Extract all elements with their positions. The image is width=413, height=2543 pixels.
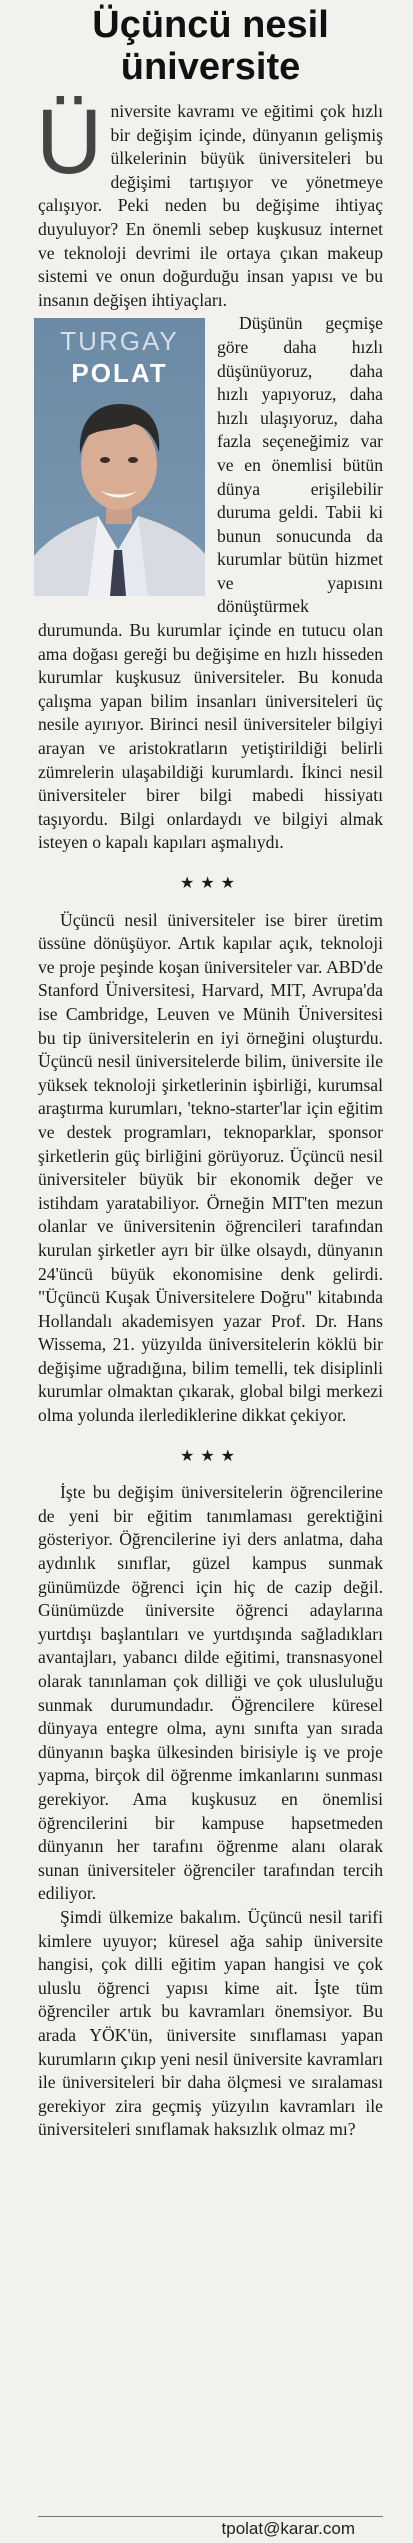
paragraph-1-text: niversite kavramı ve eğitimi çok hızlı bir değişim içinde, dünyanın gelişmiş ülkelerinin büyük üniversiteleri bu değişimi tartışıyor ve yönetmeye çalışıyor. Peki neden bu değişime ihtiyaç duyuluyor? En önemli sebep kuşkusuz internet ve teknoloji devrimi ile ortaya çıkan makeup sistemi ve onun doğurduğu insan yapısı ve bu insanın değişen ihtiyaçları. (38, 101, 383, 310)
author-photo (34, 318, 205, 596)
author-email: tpolat@karar.com (221, 2519, 355, 2538)
paragraph-3: Üçüncü nesil üniversiteler ise birer üretim üssüne dönüşüyor. Artık kapılar açık, teknoloji ve proje peşinde koşan üniversiteler var. ABD'de Stanford Üniversitesi, Harvard, MIT, Avrupa'da ise Cambridge, Leuven ve Münih Üniversitesi bu tip üniversitelerin en iyi örneğini oluşturdu. Üçüncü nesil üniversitelerde bilim, üniversite ile yüksek teknoloji şirketlerinin işbirliği, kurumsal araştırma kurumları, 'tekno-starter'lar için eğitim ve destek programları, teknoparklar, sponsor şirketlerin güç birliğini görüyoruz. Üçüncü nesil üniversiteler büyük bir ekonomik değer ve istihdam yaratabiliyor. Örneğin MIT'ten mezun olanlar ve üniversitenin öğrencileri tarafından kurulan şirketler ayrı bir ülke olsaydı, dünyanın 24'üncü büyük ekonomisine denk gelirdi. "Üçüncü Kuşak Üniversitelere Doğru" kitabında Hollandalı akademisyen yazar Prof. Dr. Hans Wissema, 21. yüzyılda üniversitelerin köklü bir değişime uğradığına, bilim temelli, tek disiplinli kurumlar olmaktan çıkarak, global bilgi merkezi olma yolunda ilerlediklerine dikkat çekiyor. (38, 909, 383, 1426)
paragraph-5: Şimdi ülkemize bakalım. Üçüncü nesil tarifi kimlere uyuyor; küresel ağa sahip üniversite hangisi, çok dilli eğitim yapan hangisi ve çok uluslu öğrenci yapısı kime ait. İşte tüm öğrenciler artık bu kavramları önemsiyor. Bu arada YÖK'ün, üniversite sınıflaması yapan kurumların çıkıp yeni nesil üniversite kavramları ile üniversiteleri bir daha ölçmesi ve sıralaması gerekiyor zira geçmiş yüzyılın kavramları ile üniversiteleri sınıflamak haksızlık olmaz mı? (38, 1906, 383, 2140)
author-first-name: TURGAY (60, 326, 179, 357)
section-separator-2: ★★★ (179, 1445, 242, 1465)
paragraph-1 (36, 91, 383, 312)
paragraph-4: İşte bu değişim üniversitelerin öğrencilerine de yeni bir eğitim tanımlaması gerektiğini gösteriyor. Öğrencilerine iyi ders anlatma, daha aydınlık sınıflar, güzel kampus sunmak günümüzde öğrenci için hiç de cazip değil. Günümüzde üniversite öğrenci adaylarına yurtdışı başlantıları ve yurtdışında sağladıkları avantajları, yabancı dilde eğitimi, transnasyonel olarak tanınlaman çok dilliği ve çok ulusluluğu sunmak durumundadır. Öğrencilere küresel dünyaya entegre olma, aynı sınıfta yan sırada dünyanın başka ülkesinden birisiyle iş ve proje yapma, birçok dil öğrenme imkanlarını sunması gerekiyor. Ama kuşkusuz en önemlisi öğrencilerini bir kampuse hapsetmeden dünyanın her tarafını öğrenme alanı olarak sunan üniversiteler öğrenciler tarafından tercih ediliyor. (38, 1482, 383, 1904)
headline (38, 0, 383, 88)
headline-line-2: üniversite (120, 46, 301, 88)
paragraph-2: Düşünün geçmişe göre daha hızlı düşünüyoruz, daha hızlı yapıyoruz, daha hızlı ulaşıyoruz, daha fazla seçeneğimiz var ve en önemlisi bütün dünya erişilebilir duruma geldi. Tabii ki bunun sonucunda da kurumlar bütün hizmet ve yapısını dönüştürmek durumunda. Bu kurumlar içinde en tutucu olan ama doğası gereği bu değişime en hızlı hisseden kurumlar kuşkusuz üniversiteler. Bu konuda çalışma yapan bilim insanları üniversiteleri üç nesile ayırıyor. Birinci nesil üniversiteler bilgiyi arayan ve aristokratların yetiştirildiği belirli zümrelerin ulaşabildiği kurumlardı. İkinci nesil üniversiteler birer bilgi mabedi hissiyatı taşıyordu. Bilgi onlardaydı ve bilgiyi almak isteyen o kapalı kapıları aşmalıydı. (38, 313, 383, 853)
section-separator: ★★★ (179, 873, 242, 892)
author-last-name: POLAT (71, 358, 168, 389)
article-body (36, 91, 383, 2142)
headline-line-1: Üçüncü nesil (92, 4, 329, 46)
footer-divider (38, 2516, 383, 2517)
drop-cap: Ü (36, 91, 103, 193)
author-portrait-image (34, 318, 205, 596)
